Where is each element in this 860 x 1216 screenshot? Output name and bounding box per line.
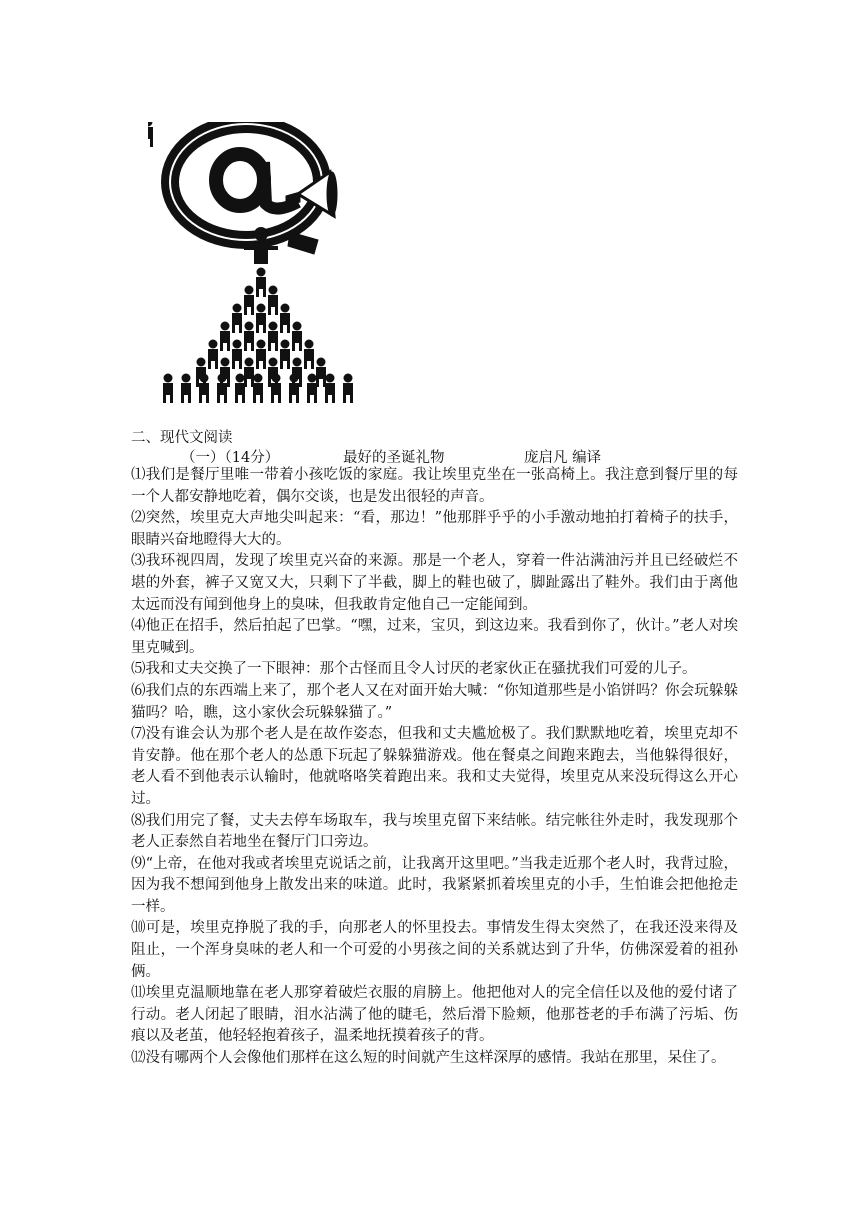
article-author: 庞启凡 编译 [524,450,602,466]
paragraph-1: ⑴我们是餐厅里唯一带着小孩吃饭的家庭。我让埃里克坐在一张高椅上。我注意到餐厅里的每一个人都安静地吃着，偶尔交谈，也是发出很轻的声音。 [131,467,738,505]
section-title: 二、现代文阅读 [131,430,233,446]
question-part-label: （一）（14分） [181,450,280,466]
paragraph-9: ⑼“上帝，在他对我或者埃里克说话之前，让我离开这里吧。”当我走近那个老人时，我背过脸，因为我不想闻到他身上散发出来的味道。此时，我紧紧抓着埃里克的小手，生怕谁会把他抢走一样。 [131,855,738,915]
article-heading [131,446,751,466]
paragraph-11: ⑾埃里克温顺地靠在老人那穿着破烂衣服的肩膀上。他把他对人的完全信任以及他的爱付诸了行动。老人闭起了眼睛，泪水沾满了他的睫毛，然后滑下脸颊，他那苍老的手布满了污垢、伤痕以及老茧，他轻轻抱着孩子，温柔地抚摸着孩子的背。 [131,985,738,1045]
paragraph-8: ⑻我们用完了餐，丈夫去停车场取车，我与埃里克留下来结帐。结完帐往外走时，我发现那个老人正泰然自若地坐在餐厅门口旁边。 [131,812,738,851]
paragraph-12: ⑿没有哪两个人会像他们那样在这么短的时间就产生这样深厚的感情。我站在那里，呆住了。 [131,1050,726,1067]
article-title: 最好的圣诞礼物 [343,450,445,466]
at-sign-icon [170,124,322,240]
paragraph-7: ⑺没有谁会认为那个老人是在故作姿态，但我和丈夫尴尬极了。我们默默地吃着，埃里克却不肯安静。他在那个老人的怂恿下玩起了躲躲猫游戏。他在餐桌之间跑来跑去，当他躲得很好，老人看不到他表示认输时，他就咯咯笑着跑出来。我和丈夫觉得，埃里克从来没玩得这么开心过。 [131,726,738,807]
paragraph-2: ⑵突然，埃里克大声地尖叫起来：“看，那边！”他那胖乎乎的小手激动地拍打着椅子的扶手，眼睛兴奋地瞪得大大的。 [131,510,738,548]
paragraph-10: ⑽可是，埃里克挣脱了我的手，向那老人的怀里投去。事情发生得太突然了，在我还没来得及阻止，一个浑身臭味的老人和一个可爱的小男孩之间的关系就达到了升华，仿佛深爱着的祖孙俩。 [131,920,738,980]
article-body [131,465,738,1070]
paragraph-3: ⑶我环视四周，发现了埃里克兴奋的来源。那是一个老人，穿着一件沾满油污并且已经破烂不堪的外套，裤子又宽又大，只剩下了半截，脚上的鞋也破了，脚趾露出了鞋外。我们由于离他太远而没有闻到他身上的臭味，但我敢肯定他自己一定能闻到。 [131,553,738,613]
paragraph-5: ⑸我和丈夫交换了一下眼神：那个古怪而且令人讨厌的老家伙正在骚扰我们可爱的儿子。 [131,661,697,678]
paragraph-4: ⑷他正在招手，然后拍起了巴掌。“嘿，过来，宝贝，到这边来。我看到你了，伙计。”老人对埃里克喊到。 [131,618,738,656]
at-sign-megaphone-illustration [148,122,368,404]
paragraph-6: ⑹我们点的东西端上来了，那个老人又在对面开始大喊：“你知道那些是小馅饼吗？你会玩躲躲猫吗？哈，瞧，这小家伙会玩躲躲猫了。” [131,682,738,721]
